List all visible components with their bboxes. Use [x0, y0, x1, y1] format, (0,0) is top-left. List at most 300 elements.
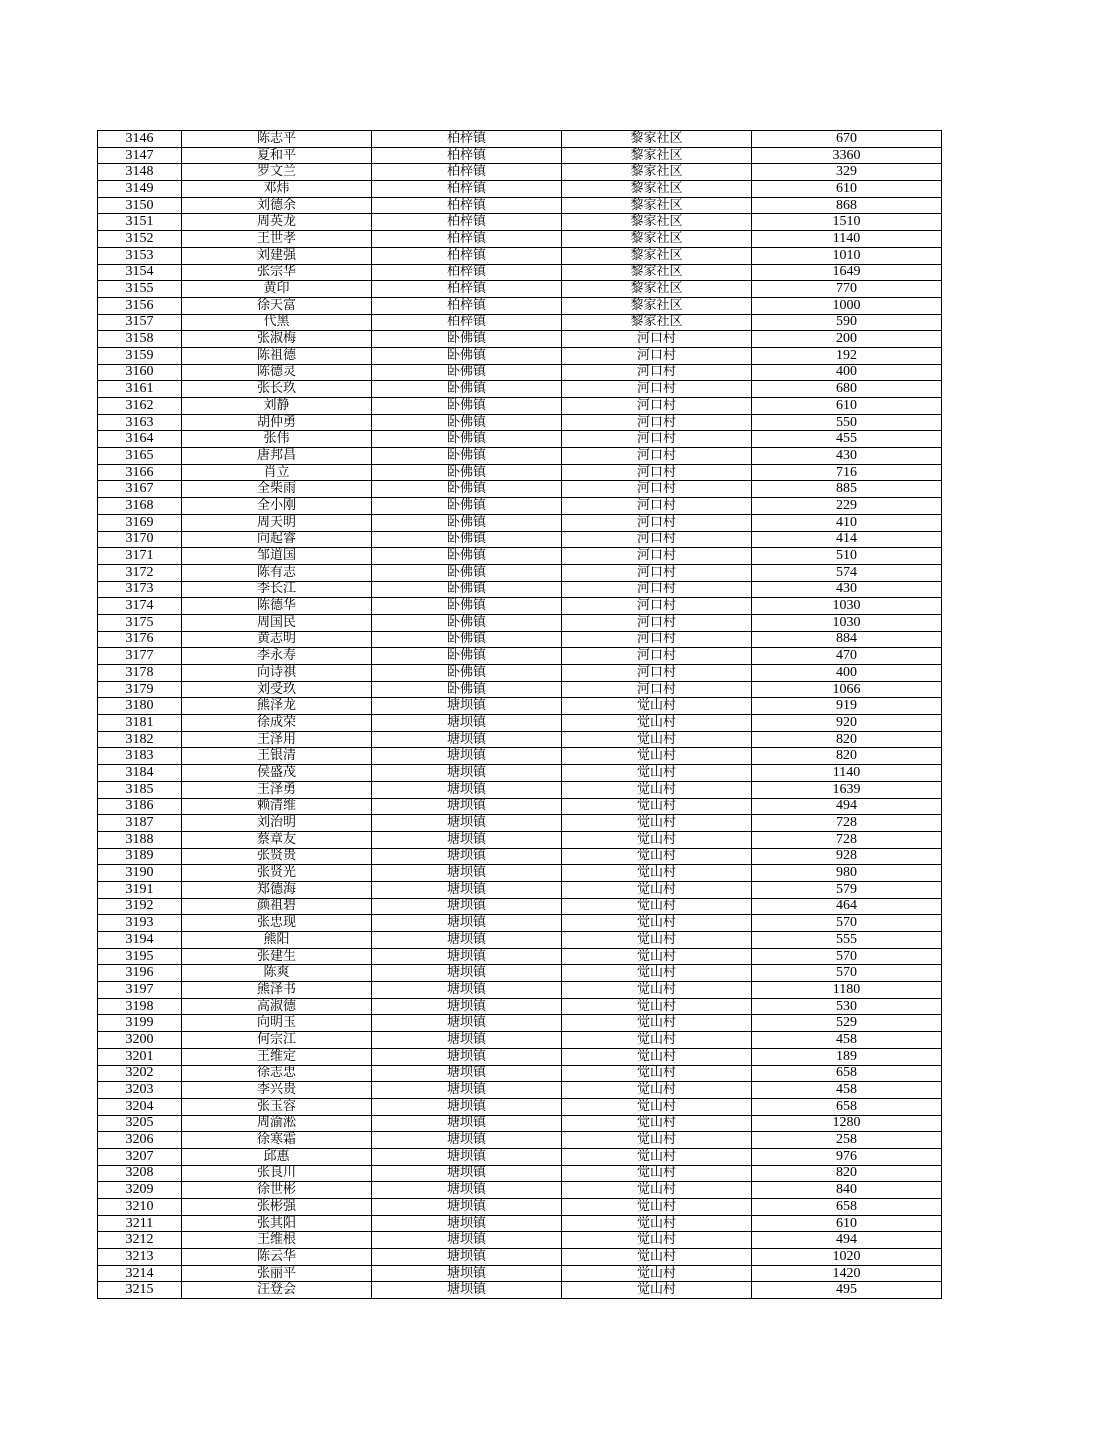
village-cell: 河口村 [562, 581, 752, 598]
name-cell: 黄印 [182, 281, 372, 298]
table-row [98, 948, 942, 965]
amount-cell: 530 [752, 998, 942, 1015]
town-cell: 卧佛镇 [372, 398, 562, 415]
table-row [98, 181, 942, 198]
row-number-cell: 3171 [98, 548, 182, 565]
village-cell: 河口村 [562, 614, 752, 631]
row-number-cell: 3183 [98, 748, 182, 765]
name-cell: 全柴雨 [182, 481, 372, 498]
amount-cell: 716 [752, 464, 942, 481]
amount-cell: 400 [752, 665, 942, 682]
name-cell: 王泽用 [182, 731, 372, 748]
village-cell: 觉山村 [562, 765, 752, 782]
row-number-cell: 3197 [98, 982, 182, 999]
name-cell: 何宗江 [182, 1032, 372, 1049]
name-cell: 代黑 [182, 314, 372, 331]
town-cell: 柏梓镇 [372, 214, 562, 231]
village-cell: 觉山村 [562, 1032, 752, 1049]
name-cell: 向诗祺 [182, 665, 372, 682]
amount-cell: 329 [752, 164, 942, 181]
village-cell: 河口村 [562, 531, 752, 548]
village-cell: 河口村 [562, 398, 752, 415]
village-cell: 觉山村 [562, 1115, 752, 1132]
town-cell: 塘坝镇 [372, 1015, 562, 1032]
table-row [98, 381, 942, 398]
amount-cell: 494 [752, 798, 942, 815]
town-cell: 塘坝镇 [372, 765, 562, 782]
amount-cell: 820 [752, 731, 942, 748]
table-row [98, 798, 942, 815]
table-row [98, 731, 942, 748]
row-number-cell: 3180 [98, 698, 182, 715]
amount-cell: 1020 [752, 1249, 942, 1266]
table-row [98, 1249, 942, 1266]
village-cell: 觉山村 [562, 982, 752, 999]
town-cell: 柏梓镇 [372, 264, 562, 281]
table-row [98, 131, 942, 148]
name-cell: 张贤贵 [182, 848, 372, 865]
village-cell: 觉山村 [562, 1082, 752, 1099]
village-cell: 黎家社区 [562, 214, 752, 231]
town-cell: 塘坝镇 [372, 731, 562, 748]
town-cell: 柏梓镇 [372, 281, 562, 298]
table-row [98, 314, 942, 331]
village-cell: 觉山村 [562, 715, 752, 732]
name-cell: 周国民 [182, 614, 372, 631]
row-number-cell: 3179 [98, 681, 182, 698]
town-cell: 卧佛镇 [372, 598, 562, 615]
village-cell: 黎家社区 [562, 131, 752, 148]
row-number-cell: 3213 [98, 1249, 182, 1266]
name-cell: 熊泽书 [182, 982, 372, 999]
amount-cell: 258 [752, 1132, 942, 1149]
village-cell: 河口村 [562, 347, 752, 364]
row-number-cell: 3214 [98, 1265, 182, 1282]
amount-cell: 192 [752, 347, 942, 364]
village-cell: 黎家社区 [562, 264, 752, 281]
table-row [98, 231, 942, 248]
row-number-cell: 3184 [98, 765, 182, 782]
amount-cell: 570 [752, 915, 942, 932]
amount-cell: 430 [752, 448, 942, 465]
table-row [98, 815, 942, 832]
town-cell: 塘坝镇 [372, 781, 562, 798]
name-cell: 张伟 [182, 431, 372, 448]
row-number-cell: 3164 [98, 431, 182, 448]
town-cell: 柏梓镇 [372, 231, 562, 248]
amount-cell: 1140 [752, 765, 942, 782]
row-number-cell: 3168 [98, 498, 182, 515]
table-row [98, 715, 942, 732]
village-cell: 觉山村 [562, 781, 752, 798]
name-cell: 周天明 [182, 514, 372, 531]
table-row [98, 164, 942, 181]
town-cell: 塘坝镇 [372, 715, 562, 732]
town-cell: 塘坝镇 [372, 1232, 562, 1249]
village-cell: 河口村 [562, 448, 752, 465]
table-row [98, 1065, 942, 1082]
village-cell: 黎家社区 [562, 314, 752, 331]
name-cell: 蔡章友 [182, 831, 372, 848]
table-row [98, 932, 942, 949]
name-cell: 张贤光 [182, 865, 372, 882]
name-cell: 赖清维 [182, 798, 372, 815]
row-number-cell: 3160 [98, 364, 182, 381]
row-number-cell: 3167 [98, 481, 182, 498]
town-cell: 塘坝镇 [372, 932, 562, 949]
town-cell: 柏梓镇 [372, 247, 562, 264]
village-cell: 觉山村 [562, 798, 752, 815]
town-cell: 卧佛镇 [372, 514, 562, 531]
amount-cell: 928 [752, 848, 942, 865]
town-cell: 塘坝镇 [372, 982, 562, 999]
village-cell: 河口村 [562, 548, 752, 565]
town-cell: 卧佛镇 [372, 381, 562, 398]
table-row [98, 648, 942, 665]
name-cell: 张长玖 [182, 381, 372, 398]
row-number-cell: 3161 [98, 381, 182, 398]
amount-cell: 458 [752, 1032, 942, 1049]
row-number-cell: 3188 [98, 831, 182, 848]
name-cell: 邹道国 [182, 548, 372, 565]
name-cell: 张彬强 [182, 1199, 372, 1216]
amount-cell: 414 [752, 531, 942, 548]
name-cell: 唐邦昌 [182, 448, 372, 465]
amount-cell: 610 [752, 1215, 942, 1232]
table-row [98, 481, 942, 498]
row-number-cell: 3176 [98, 631, 182, 648]
village-cell: 觉山村 [562, 1282, 752, 1299]
village-cell: 河口村 [562, 364, 752, 381]
table-row [98, 748, 942, 765]
name-cell: 王银清 [182, 748, 372, 765]
row-number-cell: 3166 [98, 464, 182, 481]
village-cell: 河口村 [562, 498, 752, 515]
village-cell: 觉山村 [562, 1165, 752, 1182]
amount-cell: 229 [752, 498, 942, 515]
town-cell: 塘坝镇 [372, 915, 562, 932]
table-row [98, 1032, 942, 1049]
table-row [98, 498, 942, 515]
amount-cell: 200 [752, 331, 942, 348]
name-cell: 徐天富 [182, 297, 372, 314]
table-row [98, 681, 942, 698]
village-cell: 河口村 [562, 564, 752, 581]
amount-cell: 410 [752, 514, 942, 531]
name-cell: 邓炜 [182, 181, 372, 198]
table-row [98, 598, 942, 615]
table-row [98, 264, 942, 281]
amount-cell: 820 [752, 748, 942, 765]
village-cell: 河口村 [562, 331, 752, 348]
row-number-cell: 3156 [98, 297, 182, 314]
town-cell: 塘坝镇 [372, 865, 562, 882]
name-cell: 张建生 [182, 948, 372, 965]
amount-cell: 1649 [752, 264, 942, 281]
town-cell: 塘坝镇 [372, 1182, 562, 1199]
name-cell: 全小刚 [182, 498, 372, 515]
amount-cell: 820 [752, 1165, 942, 1182]
table-row [98, 1182, 942, 1199]
town-cell: 塘坝镇 [372, 1265, 562, 1282]
name-cell: 周渝淞 [182, 1115, 372, 1132]
table-row [98, 531, 942, 548]
name-cell: 刘静 [182, 398, 372, 415]
table-row [98, 581, 942, 598]
row-number-cell: 3205 [98, 1115, 182, 1132]
amount-cell: 1420 [752, 1265, 942, 1282]
amount-cell: 1030 [752, 614, 942, 631]
town-cell: 塘坝镇 [372, 815, 562, 832]
village-cell: 河口村 [562, 431, 752, 448]
village-cell: 黎家社区 [562, 197, 752, 214]
name-cell: 徐成荣 [182, 715, 372, 732]
table-row [98, 998, 942, 1015]
town-cell: 柏梓镇 [372, 314, 562, 331]
name-cell: 张丽平 [182, 1265, 372, 1282]
town-cell: 塘坝镇 [372, 1065, 562, 1082]
town-cell: 卧佛镇 [372, 481, 562, 498]
table-row [98, 548, 942, 565]
town-cell: 柏梓镇 [372, 181, 562, 198]
table-row [98, 848, 942, 865]
amount-cell: 868 [752, 197, 942, 214]
row-number-cell: 3175 [98, 614, 182, 631]
row-number-cell: 3192 [98, 898, 182, 915]
village-cell: 觉山村 [562, 865, 752, 882]
row-number-cell: 3185 [98, 781, 182, 798]
amount-cell: 579 [752, 881, 942, 898]
table-row [98, 1148, 942, 1165]
town-cell: 卧佛镇 [372, 648, 562, 665]
row-number-cell: 3200 [98, 1032, 182, 1049]
row-number-cell: 3187 [98, 815, 182, 832]
table-row [98, 1282, 942, 1299]
name-cell: 陈爽 [182, 965, 372, 982]
village-cell: 觉山村 [562, 1232, 752, 1249]
amount-cell: 1010 [752, 247, 942, 264]
name-cell: 张其阳 [182, 1215, 372, 1232]
name-cell: 张玉容 [182, 1098, 372, 1115]
town-cell: 卧佛镇 [372, 448, 562, 465]
village-cell: 河口村 [562, 514, 752, 531]
table-row [98, 1098, 942, 1115]
town-cell: 柏梓镇 [372, 164, 562, 181]
name-cell: 刘建强 [182, 247, 372, 264]
amount-cell: 189 [752, 1048, 942, 1065]
village-cell: 觉山村 [562, 948, 752, 965]
amount-cell: 529 [752, 1015, 942, 1032]
amount-cell: 590 [752, 314, 942, 331]
row-number-cell: 3194 [98, 932, 182, 949]
row-number-cell: 3152 [98, 231, 182, 248]
amount-cell: 728 [752, 831, 942, 848]
table-row [98, 881, 942, 898]
amount-cell: 610 [752, 181, 942, 198]
name-cell: 肖立 [182, 464, 372, 481]
table-row [98, 297, 942, 314]
table-row [98, 1132, 942, 1149]
row-number-cell: 3202 [98, 1065, 182, 1082]
amount-cell: 574 [752, 564, 942, 581]
town-cell: 卧佛镇 [372, 681, 562, 698]
town-cell: 塘坝镇 [372, 1132, 562, 1149]
table-row [98, 331, 942, 348]
table-row [98, 347, 942, 364]
name-cell: 熊泽龙 [182, 698, 372, 715]
row-number-cell: 3181 [98, 715, 182, 732]
row-number-cell: 3174 [98, 598, 182, 615]
table-row [98, 448, 942, 465]
town-cell: 塘坝镇 [372, 1215, 562, 1232]
data-table [97, 130, 942, 1299]
table-row [98, 915, 942, 932]
table-row [98, 831, 942, 848]
table-row [98, 1115, 942, 1132]
name-cell: 王泽勇 [182, 781, 372, 798]
table-row [98, 781, 942, 798]
amount-cell: 658 [752, 1199, 942, 1216]
town-cell: 塘坝镇 [372, 1048, 562, 1065]
town-cell: 柏梓镇 [372, 131, 562, 148]
village-cell: 觉山村 [562, 815, 752, 832]
name-cell: 郑德海 [182, 881, 372, 898]
amount-cell: 1510 [752, 214, 942, 231]
name-cell: 陈有志 [182, 564, 372, 581]
amount-cell: 976 [752, 1148, 942, 1165]
village-cell: 觉山村 [562, 748, 752, 765]
town-cell: 塘坝镇 [372, 1082, 562, 1099]
village-cell: 觉山村 [562, 1265, 752, 1282]
town-cell: 塘坝镇 [372, 965, 562, 982]
amount-cell: 510 [752, 548, 942, 565]
row-number-cell: 3162 [98, 398, 182, 415]
village-cell: 觉山村 [562, 848, 752, 865]
amount-cell: 1140 [752, 231, 942, 248]
row-number-cell: 3189 [98, 848, 182, 865]
town-cell: 塘坝镇 [372, 1165, 562, 1182]
town-cell: 塘坝镇 [372, 831, 562, 848]
amount-cell: 494 [752, 1232, 942, 1249]
town-cell: 塘坝镇 [372, 748, 562, 765]
village-cell: 黎家社区 [562, 281, 752, 298]
name-cell: 汪登会 [182, 1282, 372, 1299]
town-cell: 塘坝镇 [372, 881, 562, 898]
table-row [98, 1265, 942, 1282]
row-number-cell: 3203 [98, 1082, 182, 1099]
amount-cell: 570 [752, 948, 942, 965]
village-cell: 觉山村 [562, 881, 752, 898]
town-cell: 卧佛镇 [372, 498, 562, 515]
amount-cell: 884 [752, 631, 942, 648]
village-cell: 河口村 [562, 665, 752, 682]
amount-cell: 1180 [752, 982, 942, 999]
table-row [98, 898, 942, 915]
name-cell: 侯盛茂 [182, 765, 372, 782]
table-row [98, 1015, 942, 1032]
row-number-cell: 3199 [98, 1015, 182, 1032]
name-cell: 刘受玖 [182, 681, 372, 698]
town-cell: 卧佛镇 [372, 581, 562, 598]
table-row [98, 281, 942, 298]
town-cell: 柏梓镇 [372, 297, 562, 314]
amount-cell: 570 [752, 965, 942, 982]
name-cell: 胡仲勇 [182, 414, 372, 431]
name-cell: 陈云华 [182, 1249, 372, 1266]
table-row [98, 1082, 942, 1099]
village-cell: 觉山村 [562, 1048, 752, 1065]
name-cell: 熊阳 [182, 932, 372, 949]
amount-cell: 455 [752, 431, 942, 448]
name-cell: 周英龙 [182, 214, 372, 231]
town-cell: 塘坝镇 [372, 1199, 562, 1216]
amount-cell: 470 [752, 648, 942, 665]
row-number-cell: 3207 [98, 1148, 182, 1165]
amount-cell: 495 [752, 1282, 942, 1299]
town-cell: 塘坝镇 [372, 798, 562, 815]
village-cell: 黎家社区 [562, 297, 752, 314]
row-number-cell: 3157 [98, 314, 182, 331]
name-cell: 张宗华 [182, 264, 372, 281]
table-row [98, 698, 942, 715]
name-cell: 陈德灵 [182, 364, 372, 381]
row-number-cell: 3147 [98, 147, 182, 164]
town-cell: 卧佛镇 [372, 531, 562, 548]
name-cell: 向起睿 [182, 531, 372, 548]
name-cell: 张良川 [182, 1165, 372, 1182]
village-cell: 觉山村 [562, 1249, 752, 1266]
table-row [98, 965, 942, 982]
row-number-cell: 3173 [98, 581, 182, 598]
table-row [98, 414, 942, 431]
row-number-cell: 3151 [98, 214, 182, 231]
row-number-cell: 3204 [98, 1098, 182, 1115]
amount-cell: 728 [752, 815, 942, 832]
row-number-cell: 3215 [98, 1282, 182, 1299]
town-cell: 塘坝镇 [372, 948, 562, 965]
table-row [98, 247, 942, 264]
row-number-cell: 3193 [98, 915, 182, 932]
name-cell: 刘德余 [182, 197, 372, 214]
table-row [98, 197, 942, 214]
row-number-cell: 3170 [98, 531, 182, 548]
amount-cell: 980 [752, 865, 942, 882]
name-cell: 张淑梅 [182, 331, 372, 348]
row-number-cell: 3211 [98, 1215, 182, 1232]
village-cell: 觉山村 [562, 1148, 752, 1165]
name-cell: 颜祖碧 [182, 898, 372, 915]
name-cell: 黄志明 [182, 631, 372, 648]
row-number-cell: 3206 [98, 1132, 182, 1149]
table-row [98, 364, 942, 381]
village-cell: 河口村 [562, 414, 752, 431]
name-cell: 夏和平 [182, 147, 372, 164]
name-cell: 陈德华 [182, 598, 372, 615]
amount-cell: 430 [752, 581, 942, 598]
town-cell: 塘坝镇 [372, 698, 562, 715]
village-cell: 觉山村 [562, 1199, 752, 1216]
village-cell: 觉山村 [562, 731, 752, 748]
amount-cell: 1030 [752, 598, 942, 615]
amount-cell: 464 [752, 898, 942, 915]
table-row [98, 765, 942, 782]
table-row [98, 631, 942, 648]
name-cell: 王维根 [182, 1232, 372, 1249]
village-cell: 觉山村 [562, 1132, 752, 1149]
town-cell: 塘坝镇 [372, 1282, 562, 1299]
name-cell: 李兴贵 [182, 1082, 372, 1099]
table-row [98, 1232, 942, 1249]
